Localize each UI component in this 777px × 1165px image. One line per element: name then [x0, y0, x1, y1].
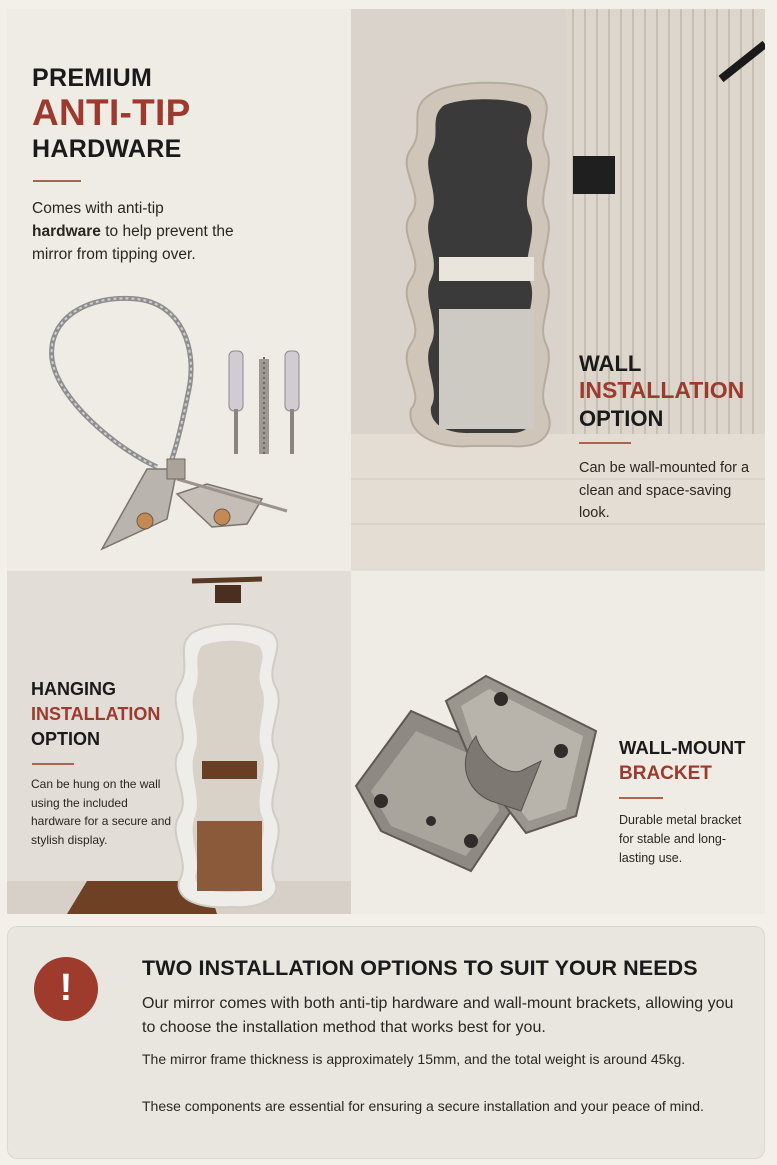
- bracket-heading-line1: WALL-MOUNT: [619, 737, 746, 758]
- anti-tip-heading-line3: HARDWARE: [32, 135, 182, 163]
- exclamation-icon: [34, 957, 98, 1021]
- hanging-heading-line3: OPTION: [31, 729, 101, 749]
- wall-heading-line2: INSTALLATION: [579, 377, 745, 403]
- bracket-heading-line2: BRACKET: [619, 763, 712, 784]
- divider: [619, 797, 663, 799]
- anti-tip-description: [32, 197, 242, 266]
- notice-paragraph-1: Our mirror comes with both anti-tip hardware and wall-mount brackets, allowing you to choose the installation method that works best for you.: [142, 995, 734, 1036]
- anti-tip-desc-post: to help prevent the mirror from tipping over.: [32, 223, 234, 263]
- anti-tip-heading-line1: PREMIUM: [32, 64, 153, 92]
- bracket-description: Durable metal bracket for stable and long-lasting use.: [619, 813, 742, 865]
- notice-title: TWO INSTALLATION OPTIONS TO SUIT YOUR NEEDS: [142, 956, 698, 980]
- wall-installation-panel: [351, 9, 765, 571]
- hanging-description: Can be hung on the wall using the included hardware for a secure and stylish display.: [31, 777, 172, 847]
- notice-paragraph-2: The mirror frame thickness is approximately 15mm, and the total weight is around 45kg.: [142, 1051, 686, 1067]
- hanging-heading-line2: INSTALLATION: [31, 704, 161, 724]
- wall-mount-bracket-image: [351, 571, 611, 914]
- divider: [33, 180, 81, 182]
- hanging-heading-line1: HANGING: [31, 679, 116, 699]
- hanging-installation-panel: [7, 571, 351, 914]
- bracket-panel: [351, 571, 765, 914]
- anti-tip-desc-bold: hardware: [32, 223, 101, 240]
- wall-heading-line3: OPTION: [579, 406, 664, 431]
- anti-tip-hardware-image: [7, 279, 351, 569]
- wall-description: Can be wall-mounted for a clean and space-saving look.: [579, 460, 750, 521]
- anti-tip-desc-pre: Comes with anti-tip: [32, 200, 164, 217]
- notice-paragraph-3: These components are essential for ensuring a secure installation and your peace of mind.: [142, 1098, 704, 1114]
- anti-tip-panel: [7, 9, 351, 571]
- anti-tip-heading-line2: ANTI-TIP: [32, 92, 191, 133]
- installation-notice: [7, 926, 765, 1159]
- exclamation-glyph: !: [59, 967, 73, 1009]
- wall-heading-line1: WALL: [579, 351, 642, 376]
- divider: [579, 442, 631, 444]
- divider: [32, 763, 74, 765]
